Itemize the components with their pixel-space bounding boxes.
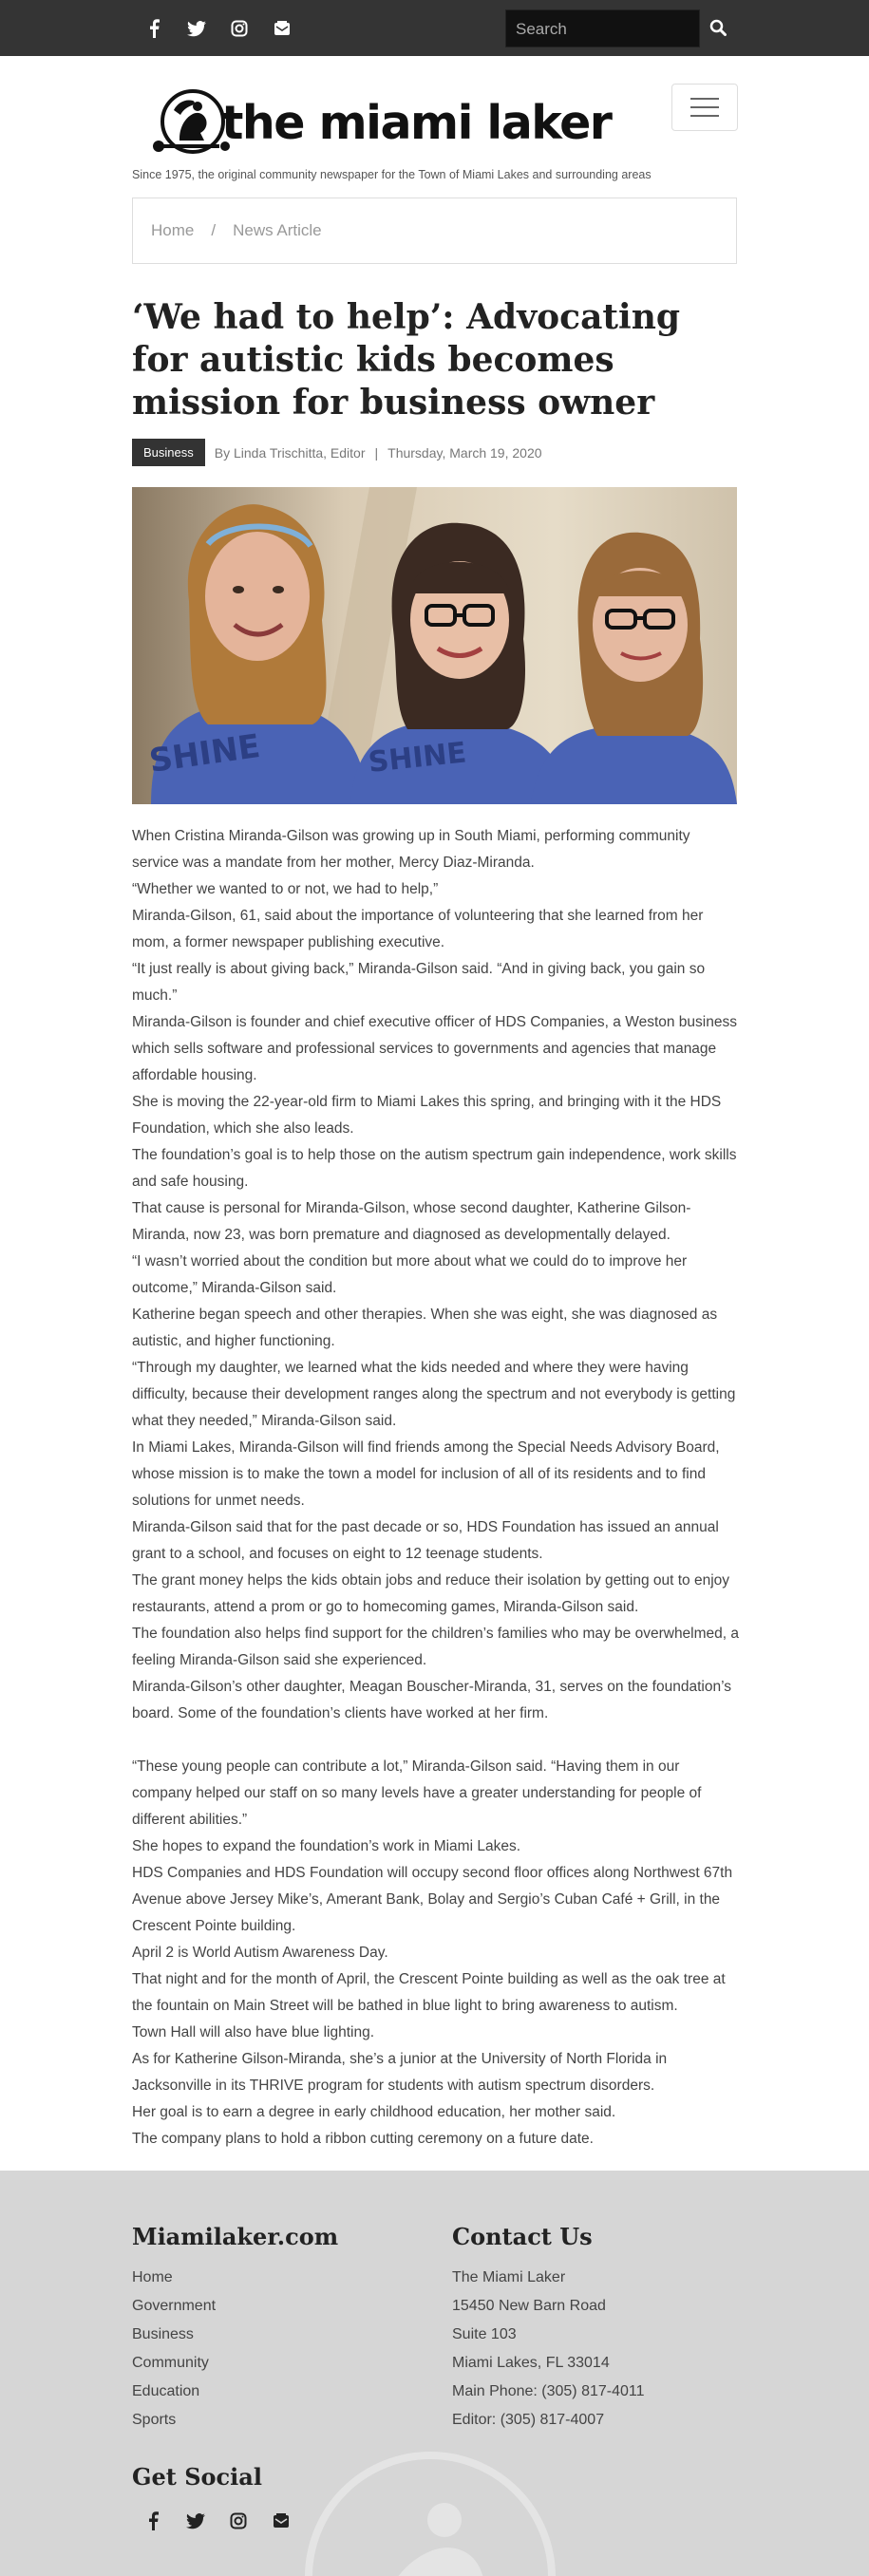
twitter-icon[interactable]: [184, 2510, 207, 2532]
footer-links: [132, 2264, 338, 2435]
footer-link[interactable]: Community: [132, 2355, 209, 2371]
footer-watermark-logo: [302, 2449, 558, 2576]
article-paragraph: The foundation also helps find support for the children’s families who may be overwhelmed, a feeling Miranda-Gilson said she experienced.: [132, 1626, 740, 1668]
article-paragraph: The company plans to hold a ribbon cutting ceremony on a future date.: [132, 2131, 594, 2147]
article-title: ‘We had to help’: Advocating for autistic kids becomes mission for business owner: [132, 297, 681, 423]
site-footer: [0, 2171, 869, 2576]
article-paragraph: Her goal is to earn a degree in early childhood education, her mother said.: [132, 2104, 616, 2120]
footer-contact-lines: [452, 2264, 645, 2435]
article-paragraph: “These young people can contribute a lot,” Miranda-Gilson said. “Having them in our company helped our staff on so many levels have a greater understanding for people of different abilities.”: [132, 1758, 702, 1828]
logo-text: the miami laker: [221, 96, 612, 150]
article-paragraph: That night and for the month of April, the Crescent Pointe building as well as the oak tree at the fountain on Main Street will be bathed in blue light to bring awareness to autism.: [132, 1971, 726, 2014]
footer-contact-column: [452, 2223, 645, 2435]
contact-line: The Miami Laker: [452, 2269, 566, 2285]
article-paragraph: As for Katherine Gilson-Miranda, she’s a junior at the University of North Florida in Jacksonville in its THRIVE program for students with autism spectrum disorders.: [132, 2051, 668, 2094]
article-paragraph: Miranda-Gilson is founder and chief executive officer of HDS Companies, a Weston business which sells software and professional services to governments and agencies that manage affordable housing.: [132, 1014, 737, 1083]
article-paragraph: “Through my daughter, we learned what the kids needed and where they were having difficulty, because their development ranges along the spectrum and not everybody is getting what they needed,” Miranda-Gilson said.: [132, 1360, 736, 1429]
hamburger-icon: [690, 98, 719, 100]
footer-social-title: Get Social: [132, 2463, 262, 2491]
article-meta: [132, 439, 542, 466]
footer-link[interactable]: Education: [132, 2383, 200, 2399]
meta-separator: |: [374, 444, 379, 461]
footer-link[interactable]: Government: [132, 2298, 217, 2314]
article-paragraph: When Cristina Miranda-Gilson was growing up in South Miami, performing community service was a mandate from her mother, Mercy Diaz-Miranda.: [132, 828, 690, 871]
facebook-icon[interactable]: [142, 2510, 164, 2532]
article-paragraph: Town Hall will also have blue lighting.: [132, 2024, 375, 2040]
breadcrumb-home-link[interactable]: Home: [151, 221, 195, 239]
breadcrumb-current: News Article: [233, 221, 322, 239]
article-paragraph: The foundation’s goal is to help those on the autism spectrum gain independence, work skills and safe housing.: [132, 1147, 737, 1190]
instagram-icon[interactable]: [228, 17, 251, 40]
footer-link[interactable]: Sports: [132, 2412, 177, 2428]
article-paragraph: Katherine began speech and other therapies. When she was eight, she was diagnosed as autistic, and higher functioning.: [132, 1307, 718, 1349]
article-paragraph: That cause is personal for Miranda-Gilson, whose second daughter, Katherine Gilson-Miranda, now 23, was born premature and diagnosed as developmentally delayed.: [132, 1200, 691, 1243]
category-badge[interactable]: Business: [132, 439, 205, 466]
contact-line: 15450 New Barn Road: [452, 2298, 606, 2314]
article-paragraph: Miranda-Gilson said that for the past decade or so, HDS Foundation has issued an annual grant to a school, and focuses on eight to 12 teenage students.: [132, 1519, 719, 1562]
article-paragraph: “I wasn’t worried about the condition but more about what we could do to improve her outcome,” Miranda-Gilson said.: [132, 1253, 688, 1296]
article-paragraph: “It just really is about giving back,” Miranda-Gilson said. “And in giving back, you gain so much.”: [132, 961, 706, 1004]
facebook-icon[interactable]: [142, 17, 165, 40]
contact-editor-phone[interactable]: Editor: (305) 817-4007: [452, 2412, 605, 2428]
twitter-icon[interactable]: [185, 17, 208, 40]
breadcrumb: [132, 197, 737, 264]
instagram-icon[interactable]: [227, 2510, 250, 2532]
footer-contact-title: Contact Us: [452, 2223, 593, 2250]
footer-link[interactable]: Business: [132, 2326, 194, 2342]
top-bar: [0, 0, 869, 56]
contact-phone[interactable]: Main Phone: (305) 817-4011: [452, 2383, 645, 2399]
article-paragraph: The grant money helps the kids obtain jobs and reduce their isolation by getting out to enjoy restaurants, attend a prom or go to homecoming games, Miranda-Gilson said.: [132, 1572, 730, 1615]
article-paragraph: Miranda-Gilson, 61, said about the importance of volunteering that she learned from her mom, a former newspaper publishing executive.: [132, 908, 704, 950]
article-byline: By Linda Trischitta, Editor: [214, 444, 366, 461]
article-paragraph: “Whether we wanted to or not, we had to help,”: [132, 881, 439, 897]
top-social-links: [142, 17, 293, 40]
search-icon[interactable]: [707, 16, 729, 39]
newsletter-icon[interactable]: [271, 17, 293, 40]
article-paragraph: She hopes to expand the foundation’s work in Miami Lakes.: [132, 1838, 520, 1854]
contact-line: Suite 103: [452, 2326, 517, 2342]
article-paragraph: HDS Companies and HDS Foundation will occupy second floor offices along Northwest 67th Avenue above Jersey Mike’s, Amerant Bank, Bolay and Sergio’s Cuban Café + Grill, in the Crescent Pointe building.: [132, 1865, 733, 1934]
article-date: Thursday, March 19, 2020: [387, 444, 542, 461]
newsletter-icon[interactable]: [270, 2510, 293, 2532]
footer-social-links: [142, 2510, 293, 2532]
article-photo: [132, 487, 737, 804]
search-input[interactable]: Search: [505, 9, 700, 47]
contact-line: Miami Lakes, FL 33014: [452, 2355, 610, 2371]
article-paragraph: April 2 is World Autism Awareness Day.: [132, 1945, 388, 1961]
article-paragraph: Miranda-Gilson’s other daughter, Meagan Bouscher-Miranda, 31, serves on the foundation’s board. Some of the foundation’s clients have worked at her firm.: [132, 1679, 731, 1721]
footer-link[interactable]: Home: [132, 2269, 173, 2285]
footer-site-title: Miamilaker.com: [132, 2223, 339, 2250]
logo-emblem-icon: [145, 82, 231, 161]
site-tagline: Since 1975, the original community newspaper for the Town of Miami Lakes and surrounding areas: [132, 168, 652, 181]
article-paragraph: In Miami Lakes, Miranda-Gilson will find friends among the Special Needs Advisory Board, whose mission is to make the town a model for inclusion of all of its residents and to find solutions for unmet needs.: [132, 1439, 720, 1509]
footer-site-column: [132, 2223, 338, 2435]
menu-toggle-button[interactable]: [671, 84, 738, 131]
article-body: [132, 823, 740, 2153]
site-logo[interactable]: [145, 82, 620, 161]
svg-text:SHINE: SHINE: [146, 726, 263, 780]
svg-text:SHINE: SHINE: [367, 736, 468, 780]
breadcrumb-separator: /: [211, 221, 217, 239]
article-paragraph: She is moving the 22-year-old firm to Miami Lakes this spring, and bringing with it the HDS Foundation, which she also leads.: [132, 1094, 722, 1137]
